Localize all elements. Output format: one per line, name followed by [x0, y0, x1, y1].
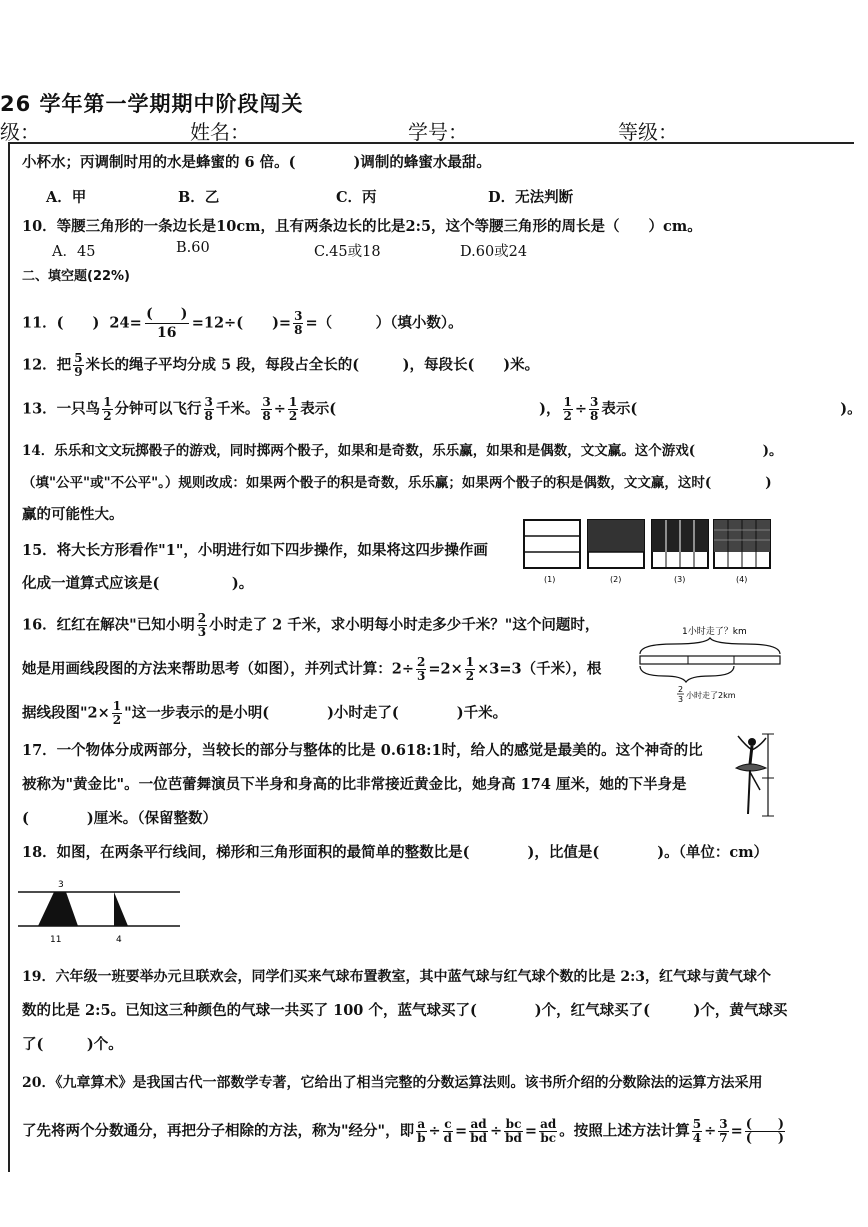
q17-line1: 17．一个物体分成两部分，当较长的部分与整体的比是 0.618:1时，给人的感觉是最美的。这个神奇的比 [22, 742, 703, 759]
q16-line1: 16．红红在解决"已知小明 $\frac{2}{3}$ 小时走了 2 千米，求小明每小时走多少千米？"这个问题时， [22, 611, 600, 639]
q12-fraction: $\frac{5}{9}$ [74, 351, 83, 379]
q15-line1: 15．将大长方形看作"1"，小明进行如下四步操作，如果将这四步操作画 [22, 542, 488, 559]
q11-part3: =12÷( )= [191, 314, 292, 332]
q19-line2: 数的比是 2:5。已知这三种颜色的气球一共买了 100 个，蓝气球买了( )个，红气球买了( )个，黄气球买 [22, 1002, 788, 1019]
q15-step2-rect [588, 520, 644, 568]
q16-line-segment-diagram [634, 620, 794, 710]
q15-caption-2: (2) [610, 575, 622, 584]
q19-line1: 19．六年级一班要举办元旦联欢会，同学们买来气球布置教室，其中蓝气球与红气球个数的比是 2:3，红气球与黄气球个 [22, 969, 772, 985]
q11-part1: 11．( ) [22, 314, 100, 332]
q11-fraction: ( ) 16 [146, 306, 188, 341]
q10-option-a: A．45 [52, 244, 96, 260]
svg-text:3: 3 [678, 695, 684, 704]
q18-label-bottom-left: 11 [50, 935, 62, 945]
q17-line3: ( )厘米。（保留整数） [22, 810, 217, 827]
q16-diagram-bottom-label: 小时走了2km [686, 691, 736, 700]
q14-line2: （填"公平"或"不公平"。）规则改成：如果两个骰子的积是奇数，乐乐赢；如果两个骰子的积是偶数，文文赢，这时( ) [22, 475, 772, 491]
q18-label-top: 3 [58, 880, 64, 890]
frame-left-border [8, 142, 10, 1172]
q14-line3: 赢的可能性大。 [22, 506, 124, 523]
q12: 12．把 $\frac{5}{9}$ 米长的绳子平均分成 5 段，每段占全长的( )，每段长( )米。 [22, 351, 540, 379]
svg-text:2: 2 [678, 685, 684, 694]
q9-option-c: C．丙 [336, 189, 377, 206]
q18-trapezoid [38, 892, 78, 926]
q14-line1: 14．乐乐和文文玩掷骰子的游戏，同时掷两个骰子，如果和是奇数，乐乐赢，如果和是偶数，文文赢。这个游戏( )。 [22, 443, 783, 459]
q10-option-b: B.60 [176, 240, 210, 256]
q16-segment [640, 656, 780, 664]
q16-line2: 她是用画线段图的方法来帮助思考（如图），并列式计算：2÷ $\frac{2}{3}$ =2× $\frac{1}{2}$ ×3=3（千米），根 [22, 655, 602, 683]
frame-top-border [8, 142, 854, 144]
q16-diagram-top-label: 1小时走了？km [682, 627, 747, 637]
q10-text: 10．等腰三角形的一条边长是10cm，且有两条边长的比是2:5，这个等腰三角形的周长是（ ）cm。 [22, 218, 702, 235]
grade-label: 等级： [618, 120, 678, 144]
q16-line3: 据线段图"2× $\frac{1}{2}$ "这一步表示的是小明( )小时走了( )千米。 [22, 699, 508, 727]
q19-line3: 了( )个。 [22, 1036, 123, 1053]
q15-step4-rect [714, 520, 770, 568]
q15-caption-1: (1) [544, 575, 556, 584]
exam-title: 26 学年第一学期期中阶段闯关 [0, 92, 304, 116]
q20-line1: 20．《九章算术》是我国古代一部数学专著，它给出了相当完整的分数运算法则。该书所介绍的分数除法的运算方法采用 [22, 1075, 763, 1091]
q15-step1-rect [524, 520, 580, 568]
q18-triangle [114, 892, 128, 926]
q10-option-d: D.60或24 [460, 244, 528, 260]
q18-label-bottom-right: 4 [116, 935, 122, 945]
name-label: 姓名： [190, 120, 250, 144]
q9-option-d: D．无法判断 [488, 189, 574, 206]
q15-step3-rect [652, 520, 708, 568]
q16-bottom-brace [640, 666, 734, 682]
q11-fraction-3-8: $\frac{3}{8}$ [294, 309, 303, 337]
q15-caption-3: (3) [674, 575, 686, 584]
ballerina-figure [728, 730, 800, 818]
student-id-label: 学号： [408, 120, 468, 144]
q11 [22, 305, 463, 342]
q9-option-a: A．甲 [46, 189, 87, 206]
q17-line2: 被称为"黄金比"。一位芭蕾舞演员下半身和身高的比非常接近黄金比，她身高 174 厘米，她的下半身是 [22, 776, 687, 793]
q10-option-c: C.45或18 [314, 244, 381, 260]
q15-line2: 化成一道算式应该是( )。 [22, 575, 254, 592]
q11-part2: 24= [109, 314, 142, 332]
q16-top-brace [640, 638, 780, 654]
q9-option-b: B．乙 [178, 189, 220, 206]
q15-caption-4: (4) [736, 575, 748, 584]
q11-part4: =（ ）（填小数）。 [305, 314, 463, 332]
q15-rectangles-figure [522, 518, 772, 586]
q18-parallel-lines-figure [16, 874, 186, 950]
class-label: 级： [0, 120, 40, 144]
q9-text: 小杯水；丙调制时用的水是蜂蜜的 6 倍。( )调制的蜂蜜水最甜。 [22, 154, 491, 171]
q13: 13．一只鸟 $\frac{1}{2}$ 分钟可以飞行 $\frac{3}{8}$ 千米。 $\frac{3}{8}$ ÷ $\frac{1}{2}$ 表示( )， $\frac{1}{2}$ ÷ $\frac{3}{8}$ 表示( )。 [22, 395, 862, 423]
section-fill-in-title: 二、填空题(22%) [22, 269, 130, 284]
q20-line2: 了先将两个分数通分，再把分子相除的方法，称为"经分"，即 $\frac{a}{b}$ ÷ $\frac{c}{d}$ = $\frac{ad}{bd}$ ÷ $\frac{bc}{bd}$ = $\frac{ad}{bc}$ 。按照上述方法计算 $\frac{5}{4}$ ÷ $\frac{3}{7}$ = $\frac{( )}{( )}$ [22, 1117, 785, 1146]
q18-text: 18．如图，在两条平行线间，梯形和三角形面积的最简单的整数比是( )，比值是( )。（单位：cm） [22, 844, 769, 861]
